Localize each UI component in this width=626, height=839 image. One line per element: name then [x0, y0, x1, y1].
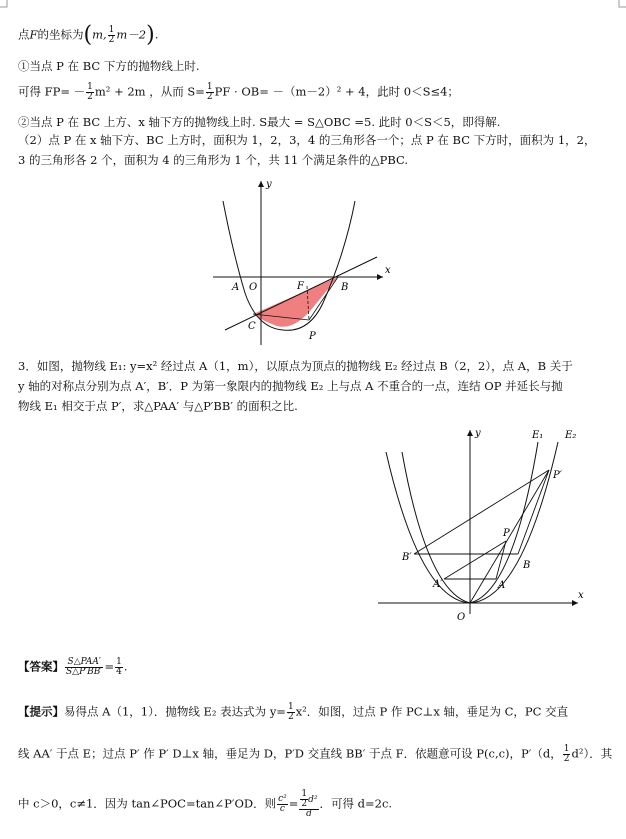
text-line-4: ②当点 P 在 BC 上方、x 轴下方的抛物线上时. S最大 = S△OBC =5. 此时 0＜S＜5，即得解. [18, 115, 501, 129]
label-a: A [232, 282, 240, 293]
text-line-3: 可得 FP= － $\frac{1}{2}$ m² + 2m ，从而 S= $\frac{1}{2}$ PF · OB= －（m－2）² + 4，此时 0＜S≤4； [18, 82, 459, 102]
text-line-2: ①当点 P 在 BC 下方的抛物线上时. [18, 59, 200, 73]
label-b: B [341, 282, 349, 293]
corner-mark-top-right [618, 0, 626, 8]
segment-bprime-pprime [414, 470, 549, 554]
label-f: F [297, 281, 304, 292]
label-a: A [498, 580, 506, 591]
hint-line-3: 中 c＞0，c≠1．因为 tan∠POC=tan∠P′OD．则 $\frac{\text{c²}}{c}$ = $\frac{1}{2}$ d² d ．可得 d=2c. [18, 789, 393, 819]
label-p: P [503, 528, 510, 539]
label-y: y [266, 179, 272, 190]
text-line-5: （2）点 P 在 x 轴下方、BC 上方时，面积为 1，2，3，4 的三角形各一个；点 P 在 BC 下方时，面积为 1，2， [18, 133, 596, 147]
label-c: C [248, 321, 256, 332]
question-3-line-3: 物线 E₁ 相交于点 P′，求△PAA′ 与△P′BB′ 的面积之比. [18, 399, 298, 413]
label-e2: E₂ [565, 430, 577, 441]
figure-1-parabola [205, 173, 395, 353]
label-b: B [523, 560, 531, 571]
label-x: x [385, 265, 391, 276]
label-a-prime: A′ [433, 579, 443, 590]
label-p-prime: P′ [553, 470, 562, 481]
label-y: y [475, 428, 481, 439]
text-line-6: 3 的三角形各 2 个，面积为 4 的三角形为 1 个，共 11 个满足条件的△PBC. [18, 153, 409, 167]
corner-mark-top-left [0, 0, 8, 8]
hint-line-1: 【提示】易得点 A（1，1）．抛物线 E₂ 表达式为 y= $\frac{1}{2}$ x²．如图，过点 P 作 PC⊥x 轴，垂足为 C，PC 交直 [18, 702, 569, 722]
label-b-prime: B′ [402, 552, 412, 563]
shaded-triangle-region [253, 277, 338, 327]
hint-line-2: 线 AA′ 于点 E；过点 P′ 作 P′ D⊥x 轴，垂足为 D，P′D 交直线 BB′ 于点 F．依题意可设 P(c,c)，P′（d， $\frac{1}{2}$ d²）．其 [18, 744, 613, 764]
label-p: P [309, 331, 316, 342]
segment-b-pprime [518, 470, 549, 554]
label-e1: E₁ [532, 430, 544, 441]
label-o: O [457, 612, 466, 622]
question-3-line-2: y 轴的对称点分别为点 A′，B′．P 为第一象限内的抛物线 E₂ 上与点 A 不重合的一点，连结 OP 并延长与抛 [18, 379, 563, 393]
figure-2-two-parabolas [372, 422, 592, 622]
label-o: O [249, 282, 258, 293]
label-x: x [578, 590, 584, 601]
segment-aprime-p [444, 541, 506, 579]
question-3-line-1: 3．如图，抛物线 E₁: y=x² 经过点 A（1，m），以原点为顶点的抛物线 E₂ 经过点 B（2，2），点 A，B 关于 [18, 359, 573, 373]
answer-line: 【答案】 $\frac{\text{S△PAA′}}{S\triangle P'BB'}$ = $\frac{1}{4}$ . [18, 657, 128, 677]
text-line-1: 点F的坐标为(m, $\frac{1}{2}$ m－2). [18, 22, 159, 48]
